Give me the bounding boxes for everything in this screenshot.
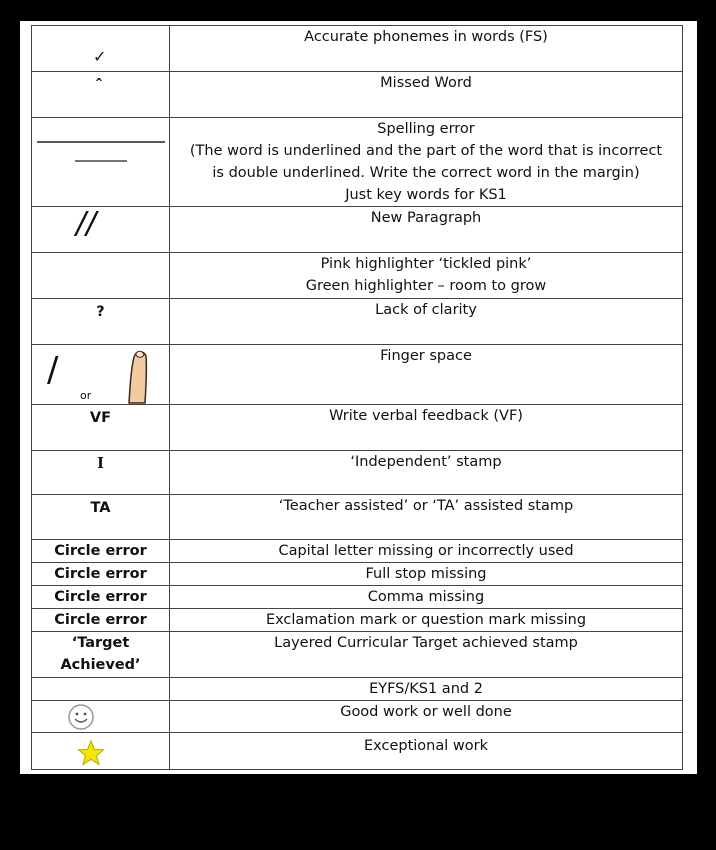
table-row (32, 253, 683, 299)
description-text: Layered Curricular Target achieved stamp (274, 635, 578, 651)
description-text: Finger space (380, 348, 472, 364)
symbol-cell (32, 540, 170, 563)
table-row (32, 495, 683, 540)
table-row (32, 405, 683, 451)
symbol-cell (32, 632, 170, 678)
marking-key-table (31, 25, 683, 770)
description-text: Capital letter missing or incorrectly used (278, 543, 574, 559)
description-cell (170, 632, 683, 678)
description-line: is double underlined. Write the correct word in the margin) (212, 165, 640, 181)
circle-error-symbol: Circle error (54, 612, 147, 628)
question-mark-symbol: ? (96, 304, 105, 320)
circle-error-symbol: Circle error (54, 589, 147, 605)
symbol-cell (32, 118, 170, 207)
table-row (32, 563, 683, 586)
description-cell (170, 118, 683, 207)
symbol-cell (32, 609, 170, 632)
description-cell (170, 299, 683, 345)
symbol-cell (32, 253, 170, 299)
star-icon (77, 739, 105, 767)
description-cell (170, 586, 683, 609)
table-row (32, 678, 683, 701)
description-text: Write verbal feedback (VF) (329, 408, 523, 424)
ta-symbol: TA (90, 500, 111, 516)
description-text: ‘Teacher assisted’ or ‘TA’ assisted stamp (278, 498, 574, 514)
table-row (32, 72, 683, 118)
description-cell (170, 253, 683, 299)
table-row (32, 701, 683, 733)
target-achieved-line: Achieved’ (60, 657, 141, 673)
description-text: ‘Independent’ stamp (350, 454, 502, 470)
description-text: Exclamation mark or question mark missing (265, 612, 587, 628)
description-text: Full stop missing (365, 566, 487, 582)
circle-error-symbol: Circle error (54, 566, 147, 582)
description-cell (170, 540, 683, 563)
description-cell (170, 609, 683, 632)
description-cell (170, 733, 683, 770)
description-line: Green highlighter – room to grow (305, 278, 547, 294)
symbol-cell (32, 299, 170, 345)
description-cell (170, 563, 683, 586)
smiley-face-icon (66, 703, 96, 731)
description-cell (170, 678, 683, 701)
independent-symbol: I (97, 455, 104, 472)
description-cell (170, 451, 683, 495)
table-row (32, 26, 683, 72)
symbol-cell (32, 563, 170, 586)
table-row (32, 540, 683, 563)
description-cell (170, 405, 683, 451)
description-cell (170, 345, 683, 405)
description-text: Missed Word (380, 75, 472, 91)
table-row (32, 299, 683, 345)
finger-icon (124, 347, 150, 404)
symbol-cell (32, 451, 170, 495)
symbol-cell (32, 345, 170, 405)
target-achieved-line: ‘Target (71, 635, 130, 651)
description-line: Pink highlighter ‘tickled pink’ (320, 256, 532, 272)
symbol-cell (32, 733, 170, 770)
or-label: or (80, 389, 92, 402)
description-text: Accurate phonemes in words (FS) (304, 29, 548, 45)
marking-key-sheet (20, 21, 697, 774)
table-row (32, 632, 683, 678)
description-text: EYFS/KS1 and 2 (369, 681, 483, 697)
description-cell (170, 26, 683, 72)
description-cell (170, 495, 683, 540)
table-row (32, 451, 683, 495)
slash-icon: / (47, 350, 59, 390)
description-line: (The word is underlined and the part of the word that is incorrect (189, 143, 663, 159)
description-text: New Paragraph (370, 210, 482, 226)
symbol-cell (32, 26, 170, 72)
description-text: Comma missing (367, 589, 485, 605)
table-row (32, 609, 683, 632)
description-text: Exceptional work (364, 738, 488, 754)
table-row (32, 118, 683, 207)
double-underline-icon (32, 118, 169, 206)
table-row (32, 207, 683, 253)
description-cell (170, 701, 683, 733)
symbol-cell (32, 701, 170, 733)
symbol-cell (32, 678, 170, 701)
description-line: Spelling error (377, 121, 475, 137)
symbol-cell (32, 72, 170, 118)
double-slash-icon: // (76, 206, 97, 241)
circle-error-symbol: Circle error (54, 543, 147, 559)
table-row (32, 586, 683, 609)
symbol-cell (32, 586, 170, 609)
table-row (32, 733, 683, 770)
table-row (32, 345, 683, 405)
symbol-cell (32, 207, 170, 253)
symbol-cell (32, 495, 170, 540)
tick-icon: ✓ (93, 47, 107, 66)
vf-symbol: VF (89, 410, 112, 426)
symbol-cell (32, 405, 170, 451)
description-line: Just key words for KS1 (345, 187, 507, 203)
caret-icon: ˆ (95, 76, 103, 95)
description-text: Good work or well done (340, 704, 512, 720)
description-text: Lack of clarity (375, 302, 477, 318)
description-cell (170, 72, 683, 118)
description-cell (170, 207, 683, 253)
